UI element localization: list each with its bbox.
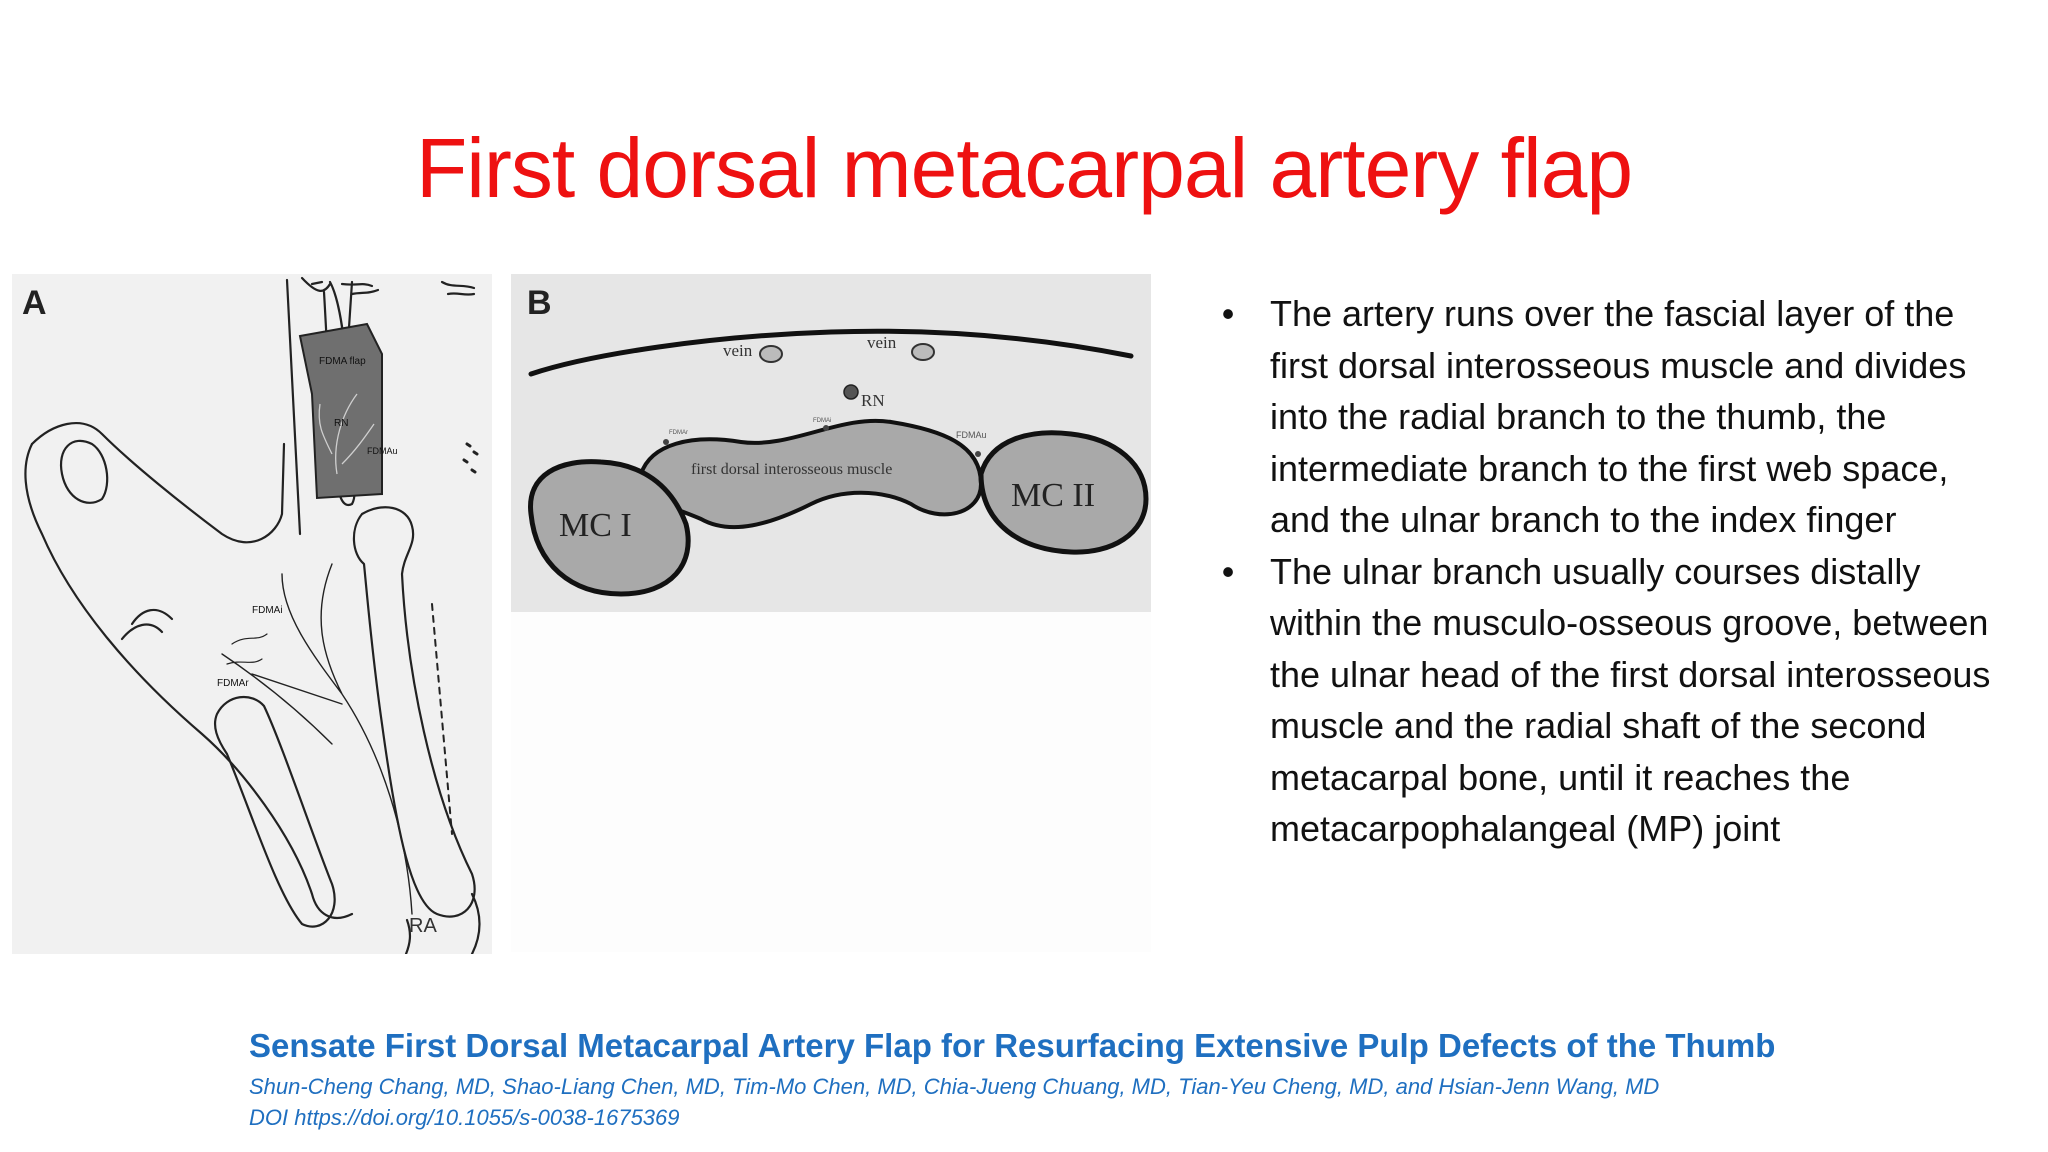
label-muscle: first dorsal interosseous muscle	[691, 461, 893, 478]
first-metacarpal-bone	[215, 697, 335, 927]
label-fdmar-b: FDMAr	[669, 430, 688, 436]
cross-section-drawing	[511, 274, 1151, 612]
thumbnail	[61, 441, 107, 503]
label-fdma-flap: FDMA flap	[319, 356, 366, 367]
skin-line	[531, 331, 1131, 374]
index-finger-tip-line	[302, 278, 330, 291]
reference-title: Sensate First Dorsal Metacarpal Artery Flap for Resurfacing Extensive Pulp Defects of the Thumb	[249, 1027, 1776, 1064]
finger-crease-lines	[342, 284, 378, 294]
label-rn-b: RN	[861, 391, 885, 410]
reference-doi: DOI https://doi.org/10.1055/s-0038-1675369	[249, 1105, 680, 1130]
thumb-inner-outline	[32, 423, 284, 542]
label-ra: RA	[409, 915, 437, 937]
bullet-dot: •	[1221, 293, 1235, 334]
fdmau-dot	[975, 451, 981, 457]
label-vein-right: vein	[867, 333, 897, 352]
thumb-crease	[132, 610, 172, 624]
radial-nerve-dot	[844, 385, 858, 399]
fdmai-dot	[823, 425, 829, 431]
bullet-text: The artery runs over the fascial layer of the first dorsal interosseous muscle and divides into the radial branch to the thumb, the intermediate branch to the first web space, and the ulnar branch to the index finger	[1270, 293, 1967, 540]
label-fdmau-b: FDMAu	[956, 430, 987, 440]
thumb-crease-2	[122, 625, 162, 639]
label-mc2: MC II	[1011, 477, 1096, 514]
slide-title: First dorsal metacarpal artery flap	[415, 121, 1633, 215]
figure-a-hand-illustration	[12, 274, 492, 954]
label-fdmai-b: FDMAi	[813, 418, 832, 424]
vein-left	[760, 346, 782, 362]
bullet-dot: •	[1221, 550, 1235, 592]
index-finger-left-edge	[287, 280, 300, 534]
reference-authors: Shun-Cheng Chang, MD, Shao-Liang Chen, MD, Tim-Mo Chen, MD, Chia-Jueng Chuang, MD, Tian-Yeu Cheng, MD, and Hsian-Jenn Wang, MD	[249, 1074, 1660, 1099]
fdmar-dot	[663, 439, 669, 445]
bullet-list	[1208, 288, 2008, 855]
vein-right	[912, 344, 934, 360]
label-rn-a: RN	[334, 418, 349, 429]
label-mc1: MC I	[559, 507, 632, 544]
intermediate-branch-twigs	[227, 634, 267, 664]
panel-letter-a: A	[22, 284, 47, 322]
fdma-flap-patch	[300, 324, 382, 498]
faded-background-area	[511, 612, 1151, 952]
label-vein-left: vein	[723, 341, 753, 360]
bullet-text: The ulnar branch usually courses distally within the musculo-osseous groove, between the ulnar head of the first dorsal interosseous muscle and the radial shaft of the second metacarpal bone, until it reaches the metacarpophalangeal (MP) joint	[1270, 550, 1991, 849]
top-right-crease-lines	[442, 282, 474, 295]
hand-drawing	[12, 274, 492, 954]
label-fdmar-a: FDMAr	[217, 678, 249, 689]
label-fdmai-a: FDMAi	[252, 605, 283, 616]
panel-letter-b: B	[527, 284, 552, 322]
bullet-item	[1208, 546, 2008, 855]
bullet-item	[1208, 288, 2008, 546]
figure-b-cross-section	[511, 274, 1151, 612]
thumb-outer-outline	[25, 444, 352, 918]
knuckle-dots	[464, 444, 477, 472]
label-fdmau-a: FDMAu	[367, 446, 398, 456]
hand-right-outline	[472, 894, 480, 954]
second-metacarpal-bone	[354, 507, 475, 916]
